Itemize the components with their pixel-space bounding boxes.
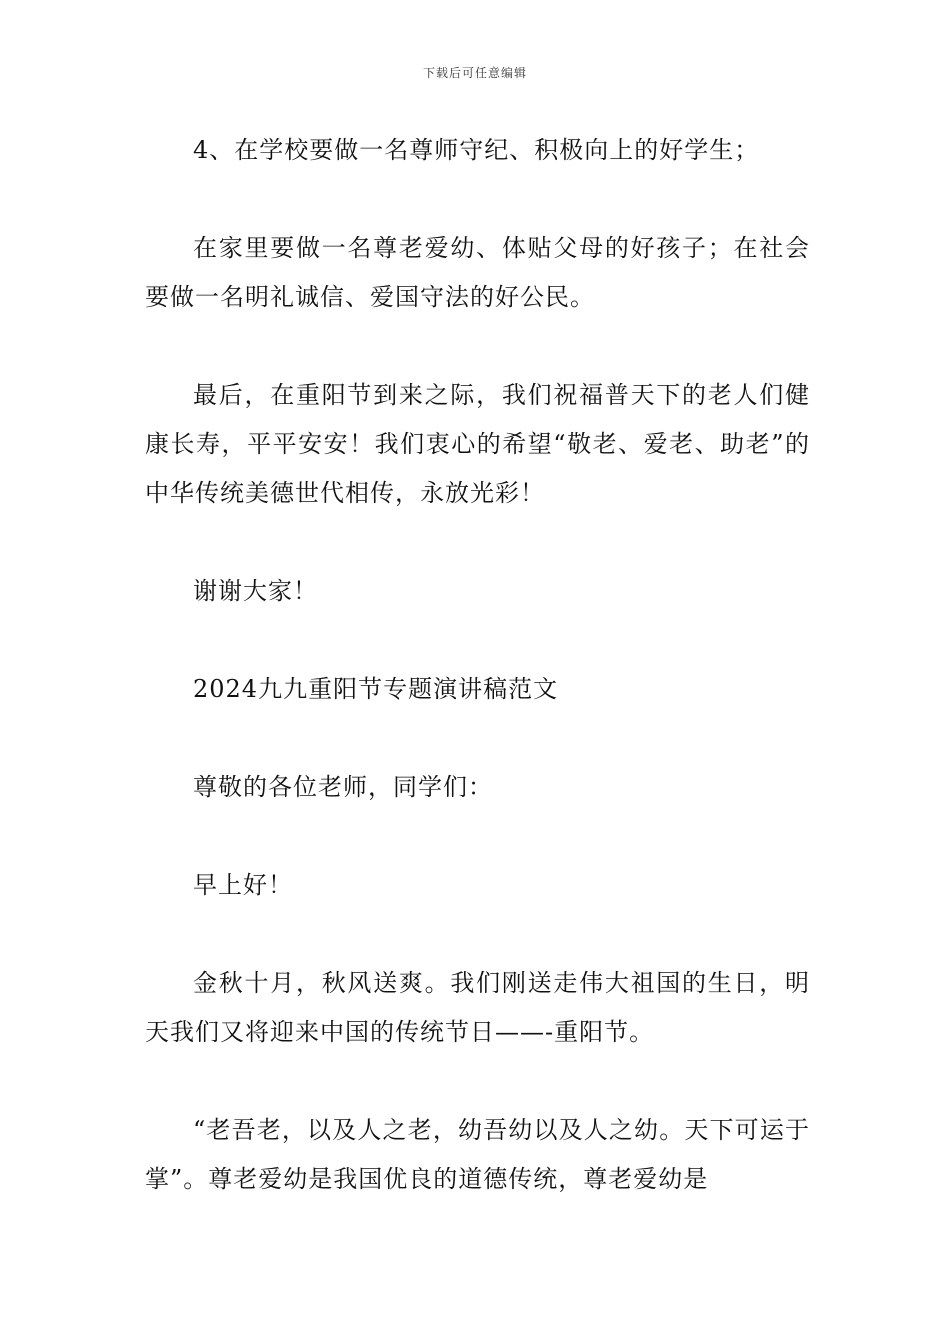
paragraph-home-society: 在家里要做一名尊老爱幼、体贴父母的好孩子；在社会要做一名明礼诚信、爱国守法的好公民。 bbox=[145, 234, 810, 311]
page-header: 下载后可任意编辑 bbox=[422, 66, 527, 80]
paragraph-thanks: 谢谢大家！ bbox=[193, 577, 318, 605]
paragraph-greeting: 早上好！ bbox=[193, 871, 293, 899]
paragraph-closing-wishes: 最后，在重阳节到来之际，我们祝福普天下的老人们健康长寿，平平安安！我们衷心的希望“敬老、爱老、助老”的中华传统美德世代相传，永放光彩！ bbox=[145, 381, 810, 507]
speech-title: 2024九九重阳节专题演讲稿范文 bbox=[193, 675, 559, 703]
document-body bbox=[145, 126, 810, 1253]
paragraph-respect-elders: “老吾老，以及人之老，幼吾幼以及人之幼。天下可运于掌”。尊老爱幼是我国优良的道德传统，尊老爱幼是 bbox=[145, 1116, 810, 1193]
paragraph-salutation: 尊敬的各位老师，同学们： bbox=[193, 773, 493, 801]
paragraph-october-intro: 金秋十月，秋风送爽。我们刚送走伟大祖国的生日，明天我们又将迎来中国的传统节日——-重阳节。 bbox=[145, 969, 810, 1046]
paragraph-school-conduct: 4、在学校要做一名尊师守纪、积极向上的好学生； bbox=[193, 136, 760, 164]
